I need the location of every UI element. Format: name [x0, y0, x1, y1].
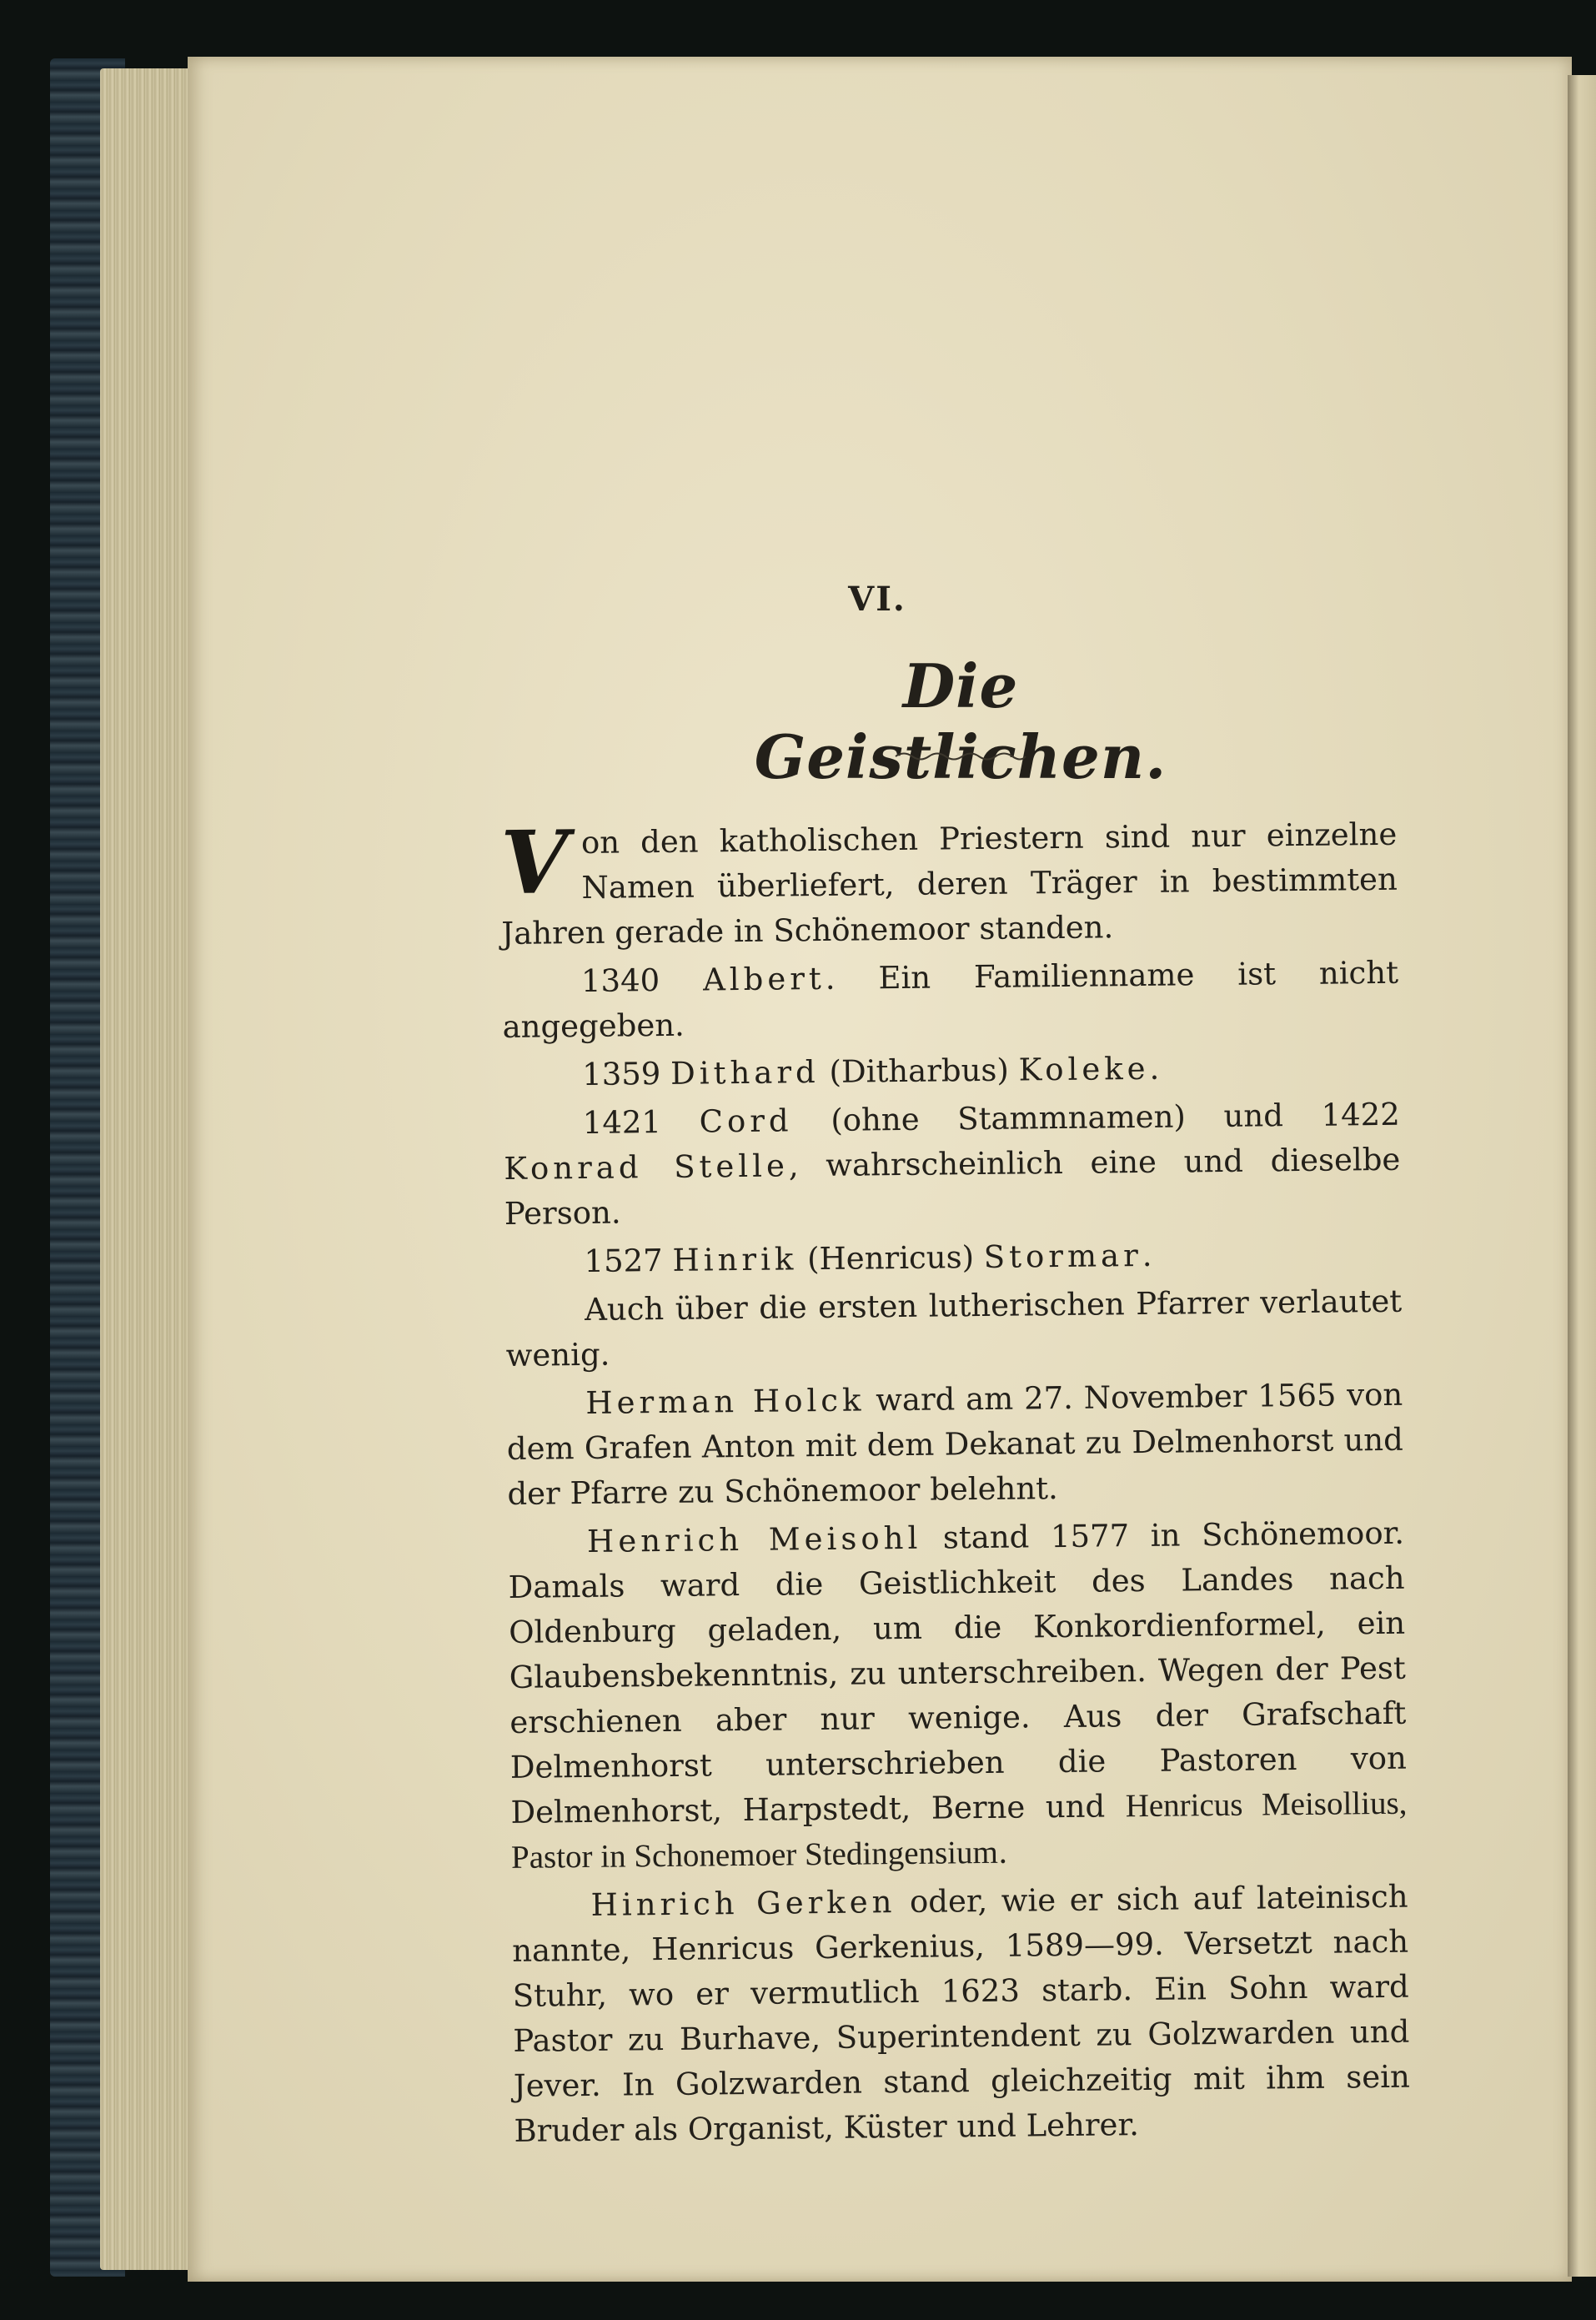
- entry-year: 1359: [581, 1056, 661, 1092]
- entry-1527: [504, 1231, 1402, 1285]
- holck-paragraph: [506, 1373, 1404, 1517]
- entry-year: 1527: [584, 1242, 663, 1279]
- latin-text: Henricus Meisollius, Pastor in Schonemoer Stedingensium: [510, 1785, 1408, 1876]
- meisohl-paragraph: [508, 1511, 1408, 1881]
- entry-1421: [504, 1092, 1402, 1237]
- entry-year: 1340: [580, 962, 660, 999]
- entry-rest: . Ein Familienname ist nicht angegeben.: [502, 954, 1399, 1045]
- entry-rest: , wahrscheinlich eine und dieselbe Person.: [504, 1141, 1401, 1232]
- person-name: Henrich Meisohl: [586, 1519, 922, 1559]
- entry-name: Hinrik: [672, 1241, 798, 1278]
- lutheran-paragraph: Auch über die ersten lutherischen Pfarrer verlautet wenig.: [505, 1283, 1403, 1373]
- intro-text: on den katholischen Priestern sind nur einzelne Namen überliefert, deren Träger in bestimmten Jahren gerade in Schönemoor standen.: [501, 816, 1398, 952]
- entry-middle: (ohne Stammnamen) und 1422: [792, 1096, 1400, 1139]
- paragraph-text: oder, wie er sich auf lateinisch nannte, Henricus Gerkenius, 1589—99. Versetzt nach Stuhr, wo er vermutlich 1623 starb. Ein Sohn ward Pastor zu Burhave, Superintendent zu Golzwarden und Jever. In Golzwarden stand gleichzeitig mit ihm sein Bruder als Organist, Küster und Lehrer.: [511, 1878, 1411, 2149]
- chapter-body: [500, 812, 1411, 2157]
- entry-middle: (Henricus): [797, 1238, 984, 1278]
- entry-rest: .: [1142, 1237, 1152, 1273]
- entry-1359: [503, 1044, 1400, 1098]
- entry-name-2: Konrad Stelle: [504, 1147, 790, 1187]
- entry-name: Dithard: [670, 1054, 820, 1092]
- chapter-number: VI.: [848, 580, 906, 619]
- gerken-paragraph: [511, 1875, 1410, 2154]
- entry-name: Cord: [699, 1102, 793, 1140]
- person-name: Herman Holck: [585, 1382, 866, 1421]
- paragraph-end: .: [997, 1834, 1008, 1871]
- entry-middle: (Ditharbus): [819, 1052, 1019, 1091]
- entry-name-2: Stormar: [983, 1237, 1142, 1275]
- wavy-divider-icon: [894, 749, 1027, 764]
- entry-year: 1421: [582, 1104, 662, 1141]
- intro-paragraph: [500, 812, 1398, 957]
- person-name: Hinrich Gerken: [590, 1884, 896, 1923]
- entry-rest: .: [1149, 1050, 1160, 1087]
- entry-name: Albert: [702, 960, 826, 998]
- entry-name-2: Koleke: [1018, 1050, 1150, 1088]
- chapter-title: Die Geistlichen.: [754, 650, 1167, 792]
- drop-cap: V: [499, 811, 569, 914]
- entry-1340: [502, 951, 1399, 1050]
- paragraph-text: stand 1577 in Schönemoor. Damals ward die Geistlichkeit des Landes nach Oldenburg geladen, um die Konkordienformel, ein Glaubensbekenntnis, zu unterschreiben. Wegen der Pest erschienen aber nur wenige. Aus der Grafschaft Delmenhorst unterschrieben die Pastoren von Delmenhorst, Harpstedt, Berne und: [508, 1514, 1408, 1830]
- paragraph-text: ward am 27. November 1565 von dem Grafen Anton mit dem Dekanat zu Delmenhorst und der Pfarre zu Schönemoor belehnt.: [506, 1376, 1404, 1512]
